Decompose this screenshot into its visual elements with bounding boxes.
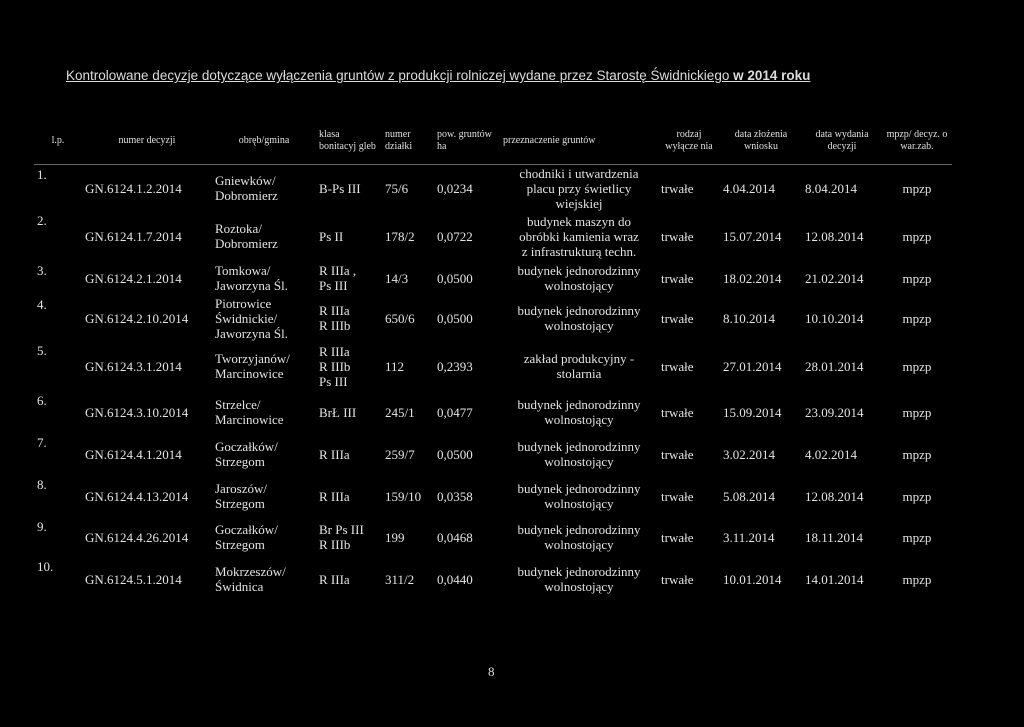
cell-numer: GN.6124.4.13.2014 [85, 488, 189, 504]
cell-pow: 0,0500 [437, 310, 473, 326]
cell-przeznaczenie: budynek jednorodzinny wolnostojący [517, 397, 641, 427]
cell-obreb: Piotrowice Świdnickie/ Jaworzyna Śl. [215, 295, 288, 341]
cell-przeznaczenie: budynek maszyn do obróbki kamienia wraz z infrastrukturą techn. [519, 213, 639, 259]
title-year: w 2014 roku [733, 68, 811, 83]
decisions-table [34, 118, 952, 601]
cell-mpzp: mpzp [902, 404, 932, 420]
cell-numer: GN.6124.3.1.2014 [85, 358, 182, 374]
cell-data-zlozenia: 8.10.2014 [723, 310, 775, 326]
cell-rodzaj: trwałe [661, 404, 694, 420]
header-klasa: klasa bonitacyj gleb [316, 118, 382, 165]
cell-klasa: BrŁ III [319, 404, 357, 420]
cell-dzialka: 14/3 [385, 270, 409, 286]
cell-lp: 9. [37, 519, 47, 534]
cell-lp: 6. [37, 393, 47, 408]
cell-pow: 0,0500 [437, 446, 473, 462]
cell-lp: 5. [37, 343, 47, 358]
cell-mpzp: mpzp [902, 310, 932, 326]
cell-rodzaj: trwałe [661, 446, 694, 462]
cell-dzialka: 112 [385, 358, 405, 374]
cell-numer: GN.6124.2.10.2014 [85, 310, 189, 326]
table-row [34, 433, 952, 475]
table-header-row [34, 118, 952, 165]
cell-data-wydania: 28.01.2014 [805, 358, 864, 374]
cell-pow: 0,0440 [437, 571, 473, 587]
table-row [34, 475, 952, 517]
cell-rodzaj: trwałe [661, 310, 694, 326]
cell-obreb: Goczałków/ Strzegom [215, 522, 278, 552]
cell-rodzaj: trwałe [661, 529, 694, 545]
cell-mpzp: mpzp [902, 180, 932, 196]
cell-przeznaczenie: budynek jednorodzinny wolnostojący [517, 481, 641, 511]
cell-klasa: R IIIa R IIIb Ps III [319, 343, 351, 389]
cell-pow: 0,0722 [437, 228, 473, 244]
cell-mpzp: mpzp [902, 446, 932, 462]
cell-data-wydania: 4.02.2014 [805, 446, 857, 462]
cell-przeznaczenie: budynek jednorodzinny wolnostojący [517, 439, 641, 469]
cell-mpzp: mpzp [902, 529, 932, 545]
table-row [34, 295, 952, 341]
cell-data-wydania: 18.11.2014 [805, 529, 864, 545]
cell-klasa: Ps II [319, 228, 344, 244]
cell-data-zlozenia: 18.02.2014 [723, 270, 782, 286]
cell-data-wydania: 14.01.2014 [805, 571, 864, 587]
cell-rodzaj: trwałe [661, 228, 694, 244]
cell-pow: 0,0358 [437, 488, 473, 504]
cell-mpzp: mpzp [902, 488, 932, 504]
cell-rodzaj: trwałe [661, 270, 694, 286]
cell-rodzaj: trwałe [661, 358, 694, 374]
cell-data-zlozenia: 15.09.2014 [723, 404, 782, 420]
cell-przeznaczenie: zakład produkcyjny - stolarnia [523, 351, 635, 381]
table-row [34, 517, 952, 557]
cell-data-zlozenia: 5.08.2014 [723, 488, 775, 504]
title-text: Kontrolowane decyzje dotyczące wyłączenia gruntów z produkcji rolniczej wydane przez Starostę Świdnickiego [66, 68, 730, 83]
cell-przeznaczenie: budynek jednorodzinny wolnostojący [517, 263, 641, 293]
cell-lp: 1. [37, 167, 47, 182]
cell-rodzaj: trwałe [661, 571, 694, 587]
cell-dzialka: 311/2 [385, 571, 415, 587]
header-przeznaczenie: przeznaczenie gruntów [500, 118, 658, 165]
cell-data-zlozenia: 10.01.2014 [723, 571, 782, 587]
cell-rodzaj: trwałe [661, 488, 694, 504]
cell-mpzp: mpzp [902, 571, 932, 587]
cell-data-zlozenia: 3.02.2014 [723, 446, 775, 462]
cell-dzialka: 75/6 [385, 180, 409, 196]
cell-lp: 4. [37, 297, 47, 312]
header-data-zlozenia: data złożenia wniosku [720, 118, 802, 165]
document-title [66, 68, 810, 83]
cell-obreb: Tomkowa/ Jaworzyna Śl. [215, 263, 288, 293]
cell-numer: GN.6124.5.1.2014 [85, 571, 182, 587]
cell-klasa: Br Ps III R IIIb [319, 522, 364, 552]
header-obreb: obręb/gmina [212, 118, 316, 165]
cell-klasa: R IIIa R IIIb [319, 303, 351, 333]
cell-przeznaczenie: chodniki i utwardzenia placu przy świetlicy wiejskiej [519, 165, 639, 211]
cell-mpzp: mpzp [902, 358, 932, 374]
cell-mpzp: mpzp [902, 228, 932, 244]
cell-data-wydania: 21.02.2014 [805, 270, 864, 286]
cell-dzialka: 178/2 [385, 228, 415, 244]
cell-data-zlozenia: 4.04.2014 [723, 180, 775, 196]
table-row [34, 261, 952, 295]
cell-obreb: Mokrzeszów/ Świdnica [215, 564, 286, 594]
cell-przeznaczenie: budynek jednorodzinny wolnostojący [517, 564, 641, 594]
cell-data-wydania: 8.04.2014 [805, 180, 857, 196]
cell-klasa: R IIIa [319, 446, 350, 462]
cell-obreb: Roztoka/ Dobromierz [215, 221, 278, 251]
cell-pow: 0,0468 [437, 529, 473, 545]
cell-obreb: Tworzyjanów/ Marcinowice [215, 351, 290, 381]
cell-dzialka: 650/6 [385, 310, 415, 326]
cell-lp: 10. [37, 559, 54, 574]
cell-rodzaj: trwałe [661, 180, 694, 196]
cell-klasa: R IIIa , Ps III [319, 263, 357, 293]
cell-obreb: Goczałków/ Strzegom [215, 439, 278, 469]
cell-numer: GN.6124.4.1.2014 [85, 446, 182, 462]
cell-data-wydania: 12.08.2014 [805, 488, 864, 504]
cell-data-zlozenia: 15.07.2014 [723, 228, 782, 244]
cell-data-zlozenia: 27.01.2014 [723, 358, 782, 374]
header-data-wydania: data wydania decyzji [802, 118, 882, 165]
cell-lp: 3. [37, 263, 47, 278]
cell-dzialka: 159/10 [385, 488, 422, 504]
cell-lp: 8. [37, 477, 47, 492]
cell-przeznaczenie: budynek jednorodzinny wolnostojący [517, 303, 641, 333]
header-rodzaj: rodzaj wyłącze nia [658, 118, 720, 165]
cell-obreb: Gniewków/ Dobromierz [215, 173, 278, 203]
cell-pow: 0,2393 [437, 358, 473, 374]
table-row [34, 211, 952, 261]
cell-numer: GN.6124.2.1.2014 [85, 270, 182, 286]
header-dzialka: numer działki [382, 118, 434, 165]
header-pow: pow. gruntów ha [434, 118, 500, 165]
cell-numer: GN.6124.1.7.2014 [85, 228, 182, 244]
cell-lp: 2. [37, 213, 47, 228]
cell-dzialka: 245/1 [385, 404, 415, 420]
header-lp: l.p. [34, 118, 82, 165]
cell-numer: GN.6124.3.10.2014 [85, 404, 189, 420]
cell-numer: GN.6124.4.26.2014 [85, 529, 189, 545]
page-number: 8 [488, 664, 495, 679]
cell-klasa: B-Ps III [319, 180, 361, 196]
cell-data-wydania: 10.10.2014 [805, 310, 864, 326]
header-numer: numer decyzji [82, 118, 212, 165]
cell-lp: 7. [37, 435, 47, 450]
cell-pow: 0,0500 [437, 270, 473, 286]
cell-dzialka: 259/7 [385, 446, 415, 462]
header-mpzp: mpzp/ decyz. o war.zab. [882, 118, 952, 165]
cell-data-wydania: 12.08.2014 [805, 228, 864, 244]
cell-numer: GN.6124.1.2.2014 [85, 180, 182, 196]
cell-obreb: Strzelce/ Marcinowice [215, 397, 284, 427]
cell-klasa: R IIIa [319, 488, 350, 504]
cell-pow: 0,0234 [437, 180, 473, 196]
cell-dzialka: 199 [385, 529, 405, 545]
table-row [34, 391, 952, 433]
cell-pow: 0,0477 [437, 404, 473, 420]
cell-obreb: Jaroszów/ Strzegom [215, 481, 267, 511]
cell-data-wydania: 23.09.2014 [805, 404, 864, 420]
cell-klasa: R IIIa [319, 571, 350, 587]
table-row [34, 341, 952, 391]
cell-mpzp: mpzp [902, 270, 932, 286]
cell-data-zlozenia: 3.11.2014 [723, 529, 775, 545]
cell-przeznaczenie: budynek jednorodzinny wolnostojący [517, 522, 641, 552]
table-row [34, 165, 952, 212]
table-row [34, 557, 952, 601]
